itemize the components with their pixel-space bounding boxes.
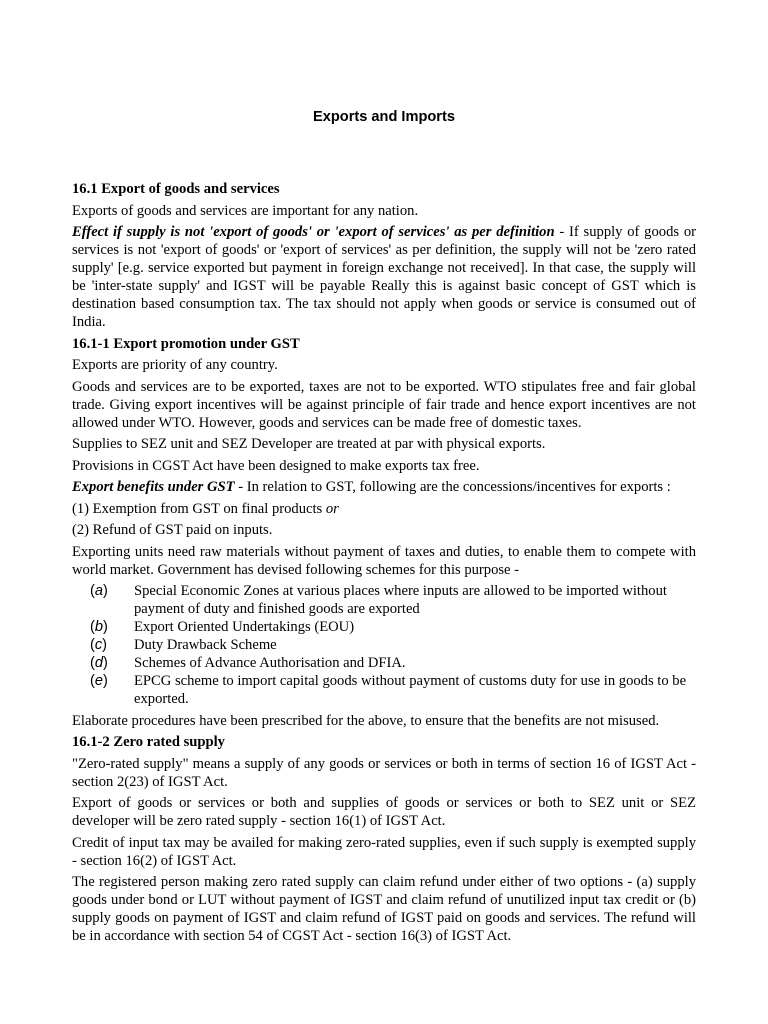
emphasis: or: [325, 500, 339, 517]
list-item-text: EPCG scheme to import capital goods without payment of customs duty for use in goods to be exported.: [134, 673, 687, 707]
list-item-text: Export Oriented Undertakings (EOU): [134, 619, 355, 635]
paragraph: Supplies to SEZ unit and SEZ Developer are treated at par with physical exports.: [72, 436, 546, 452]
paragraph: Goods and services are to be exported, taxes are not to be exported. WTO stipulates free and fair global trade. Giving export incentives will be against principle of fair trade and hence export incentives are not allowed under WTO. However, goods and services can be made free of domestic taxes.: [72, 378, 696, 431]
list-item: [72, 654, 696, 672]
paragraph: (2) Refund of GST paid on inputs.: [72, 522, 273, 538]
list-item: [72, 672, 696, 708]
paragraph: Exports of goods and services are important for any nation.: [72, 202, 419, 219]
list-marker: (a): [90, 583, 108, 599]
paragraph: Credit of input tax may be availed for making zero-rated supplies, even if such supply is exempted supply - section 16(2) of IGST Act.: [72, 834, 696, 869]
paragraph-text: (1) Exemption from GST on final products: [72, 500, 326, 517]
document-body: [72, 180, 696, 949]
paragraph-text: - If supply of goods or services is not 'export of goods' or 'export of services' as per definition, the supply will not be 'zero rated supply' [e.g. service exported but payment in foreign exchange not received]. In that case, the supply will be 'inter-state supply' and IGST will be payable Really this is against basic concept of GST which is destination based consumption tax. The tax should not apply when goods or service is consumed out of India.: [72, 224, 696, 330]
scheme-list: [72, 582, 696, 708]
section-heading-16-1: 16.1 Export of goods and services: [72, 181, 280, 197]
paragraph: Exports are priority of any country.: [72, 357, 278, 373]
paragraph: Provisions in CGST Act have been designed to make exports tax free.: [72, 457, 480, 474]
lead-in: Effect if supply is not 'export of goods' or 'export of services' as per definition: [72, 224, 555, 240]
paragraph: Export of goods or services or both and supplies of goods or services or both to SEZ unit or SEZ developer will be zero rated supply - section 16(1) of IGST Act.: [72, 795, 696, 829]
paragraph: Elaborate procedures have been prescribed for the above, to ensure that the benefits are not misused.: [72, 712, 660, 729]
list-item-text: Duty Drawback Scheme: [134, 637, 277, 653]
list-marker: (e): [90, 673, 108, 689]
paragraph-text: - In relation to GST, following are the concessions/incentives for exports :: [234, 479, 671, 495]
lead-in: Export benefits under GST: [72, 479, 235, 495]
paragraph: [72, 478, 696, 496]
list-item-text: Schemes of Advance Authorisation and DFIA.: [134, 655, 406, 671]
list-marker: (c): [90, 637, 108, 653]
section-heading-16-1-2: 16.1-2 Zero rated supply: [72, 734, 225, 750]
paragraph: "Zero-rated supply" means a supply of any goods or services or both in terms of section 16 of IGST Act - section 2(23) of IGST Act.: [72, 755, 696, 790]
list-item: [72, 582, 696, 618]
paragraph: Exporting units need raw materials without payment of taxes and duties, to enable them to compete with world market. Government has devised following schemes for this purpose -: [72, 543, 696, 578]
paragraph: [72, 500, 696, 518]
list-item: [72, 636, 696, 654]
list-item: [72, 618, 696, 636]
paragraph: The registered person making zero rated supply can claim refund under either of two options - (a) supply goods under bond or LUT without payment of IGST and claim refund of unutilized input tax credit or (b) supply goods on payment of IGST and claim refund of IGST paid on goods and services. The refund will be in accordance with section 54 of CGST Act - section 16(3) of IGST Act.: [72, 874, 696, 944]
paragraph: [72, 223, 696, 331]
list-item-text: Special Economic Zones at various places where inputs are allowed to be imported without payment of duty and finished goods are exported: [134, 583, 667, 617]
section-heading-16-1-1: 16.1-1 Export promotion under GST: [72, 335, 300, 352]
page-title: Exports and Imports: [313, 109, 455, 125]
list-marker: (b): [90, 619, 108, 635]
list-marker: (d): [90, 655, 108, 671]
